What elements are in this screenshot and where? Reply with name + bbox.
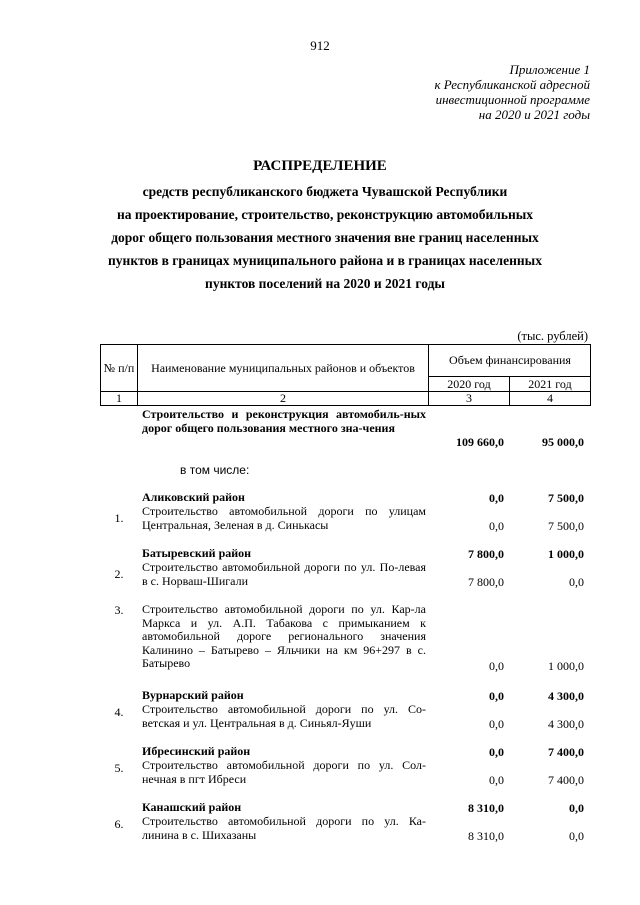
row-name: Канашский район [142,800,242,814]
row-value-2020: 7 800,0 [468,547,504,561]
col-index-3: 3 [466,391,472,405]
appendix-line: к Республиканской адресной [434,77,590,92]
appendix-line: на 2020 и 2021 годы [478,107,590,122]
row-name: Строительство автомобильной дороги по улицам Центральная, Зеленая в д. Синькасы [142,504,426,532]
row-name: Строительство автомобильной дороги по ул. По-левая в с. Норваш-Шигали [142,560,426,588]
row-value-2020: 8 310,0 [468,801,504,815]
row-value-2021: 1 000,0 [548,547,584,561]
row-name: Батыревский район [142,546,252,560]
row-name: Строительство и реконструкция автомобиль-ных дорог общего пользования местного зна-чения [142,407,426,435]
row-value-2021: 0,0 [569,829,584,843]
row-num: 3. [114,603,124,617]
header-2021: 2021 год [528,376,572,391]
header-num: № п/п [103,360,135,375]
document-title: РАСПРЕДЕЛЕНИЕ [253,158,387,174]
header-volume: Объем финансирования [449,353,571,367]
row-value-2020: 0,0 [489,659,504,673]
row-value-2021: 7 400,0 [548,773,584,787]
col-index-2: 2 [280,391,286,405]
subtitle-line: пунктов поселений на 2020 и 2021 годы [205,276,445,291]
row-name: Аликовский район [142,490,245,504]
row-value-2020: 7 800,0 [468,575,504,589]
row-value-2021: 7 500,0 [548,491,584,505]
page-number: 912 [310,38,330,53]
document-subtitle [70,180,580,295]
row-value-2021: 4 300,0 [548,717,584,731]
row-name: Строительство автомобильной дороги по ул. Со-ветская и ул. Центральная в д. Синьял-Яуши [142,702,426,730]
row-value-2021: 0,0 [569,575,584,589]
row-value-2021: 1 000,0 [548,659,584,673]
row-value-2021: 4 300,0 [548,689,584,703]
row-value-2020: 8 310,0 [468,829,504,843]
col-index-1: 1 [116,391,122,405]
row-value-2020: 0,0 [489,773,504,787]
col-index-4: 4 [547,391,553,405]
row-num: 4. [114,705,124,719]
row-name: Строительство автомобильной дороги по ул. Кар-ла Маркса и ул. А.П. Табакова с примыканием к автомобильной дороге регионального значения Калинино – Батырево – Яльчики на км 96+297 в с. Батырево [142,602,426,670]
row-value-2021: 0,0 [569,801,584,815]
units-label: (тыс. рублей) [517,329,588,343]
row-num: 1. [114,511,124,525]
subtitle-line: пунктов в границах муниципального района и в границах населенных [108,253,542,268]
row-value-2020: 0,0 [489,491,504,505]
appendix-line: инвестиционной программе [435,92,590,107]
row-value-2021: 7 500,0 [548,519,584,533]
row-name: Строительство автомобильной дороги по ул. Сол-нечная в пгт Ибреси [142,758,426,786]
row-name: Ибресинский район [142,744,251,758]
subtitle-line: средств республиканского бюджета Чувашской Республики [142,184,508,199]
row-value-2020: 0,0 [489,745,504,759]
header-name: Наименование муниципальных районов и объектов [151,360,415,375]
including-note: в том числе: [180,463,250,477]
row-value-2020: 109 660,0 [456,435,504,449]
row-name: Строительство автомобильной дороги по ул. Ка-линина в с. Шихазаны [142,814,426,842]
row-num: 6. [114,817,124,831]
row-num: 5. [114,761,124,775]
header-2020: 2020 год [447,376,491,391]
appendix-note [370,62,590,122]
row-value-2021: 95 000,0 [542,435,584,449]
subtitle-line: дорог общего пользования местного значения вне границ населенных [111,230,539,245]
row-value-2020: 0,0 [489,717,504,731]
row-value-2021: 7 400,0 [548,745,584,759]
row-num: 2. [114,567,124,581]
row-value-2020: 0,0 [489,519,504,533]
subtitle-line: на проектирование, строительство, реконструкцию автомобильных [116,207,534,222]
row-value-2020: 0,0 [489,689,504,703]
row-name: Вурнарский район [142,688,244,702]
appendix-line: Приложение 1 [509,62,590,77]
